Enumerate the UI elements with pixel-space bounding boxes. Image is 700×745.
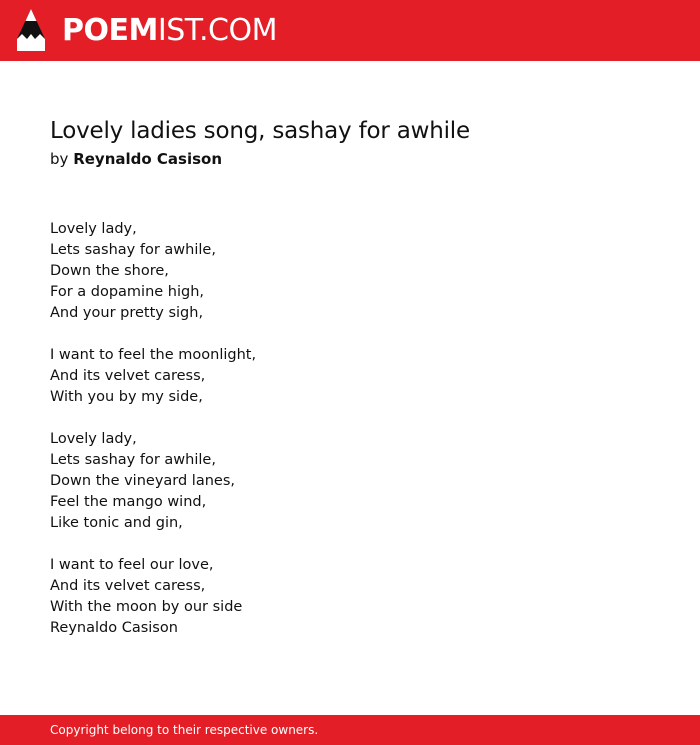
poem-line: And your pretty sigh, [50, 305, 204, 321]
poem-line: Reynaldo Casison [50, 620, 178, 636]
poem-stanza [50, 345, 650, 408]
poem-title: Lovely ladies song, sashay for awhile [50, 118, 470, 144]
logo-light-text: IST.COM [157, 13, 277, 48]
copyright-text: Copyright belong to their respective owners. [50, 723, 319, 737]
poem-line: With you by my side, [50, 389, 203, 405]
poem-line: Like tonic and gin, [50, 515, 183, 531]
poem-line: With the moon by our side [50, 599, 243, 615]
poem-line: And its velvet caress, [50, 578, 206, 594]
poem-line: And its velvet caress, [50, 368, 206, 384]
logo-bold-text: POEM [62, 13, 158, 48]
poem-stanza [50, 219, 650, 324]
site-logo[interactable] [62, 11, 277, 51]
poem-line: I want to feel our love, [50, 557, 214, 573]
poem-content [50, 116, 650, 660]
by-label: by [50, 150, 69, 168]
poem-line: Lets sashay for awhile, [50, 242, 216, 258]
poem-line: Down the vineyard lanes, [50, 473, 235, 489]
poem-stanza [50, 555, 650, 639]
poem-stanza [50, 429, 650, 534]
poem-body [50, 219, 650, 639]
poem-line: Lovely lady, [50, 431, 137, 447]
poem-line: Down the shore, [50, 263, 169, 279]
poem-byline [50, 149, 650, 169]
author-name[interactable]: Reynaldo Casison [73, 150, 223, 168]
site-footer [0, 715, 700, 745]
poem-line: For a dopamine high, [50, 284, 205, 300]
site-header [0, 0, 700, 61]
poem-line: I want to feel the moonlight, [50, 347, 257, 363]
poem-line: Lovely lady, [50, 221, 137, 237]
poem-line: Lets sashay for awhile, [50, 452, 216, 468]
poem-line: Feel the mango wind, [50, 494, 207, 510]
pencil-tip-icon[interactable] [17, 9, 45, 51]
